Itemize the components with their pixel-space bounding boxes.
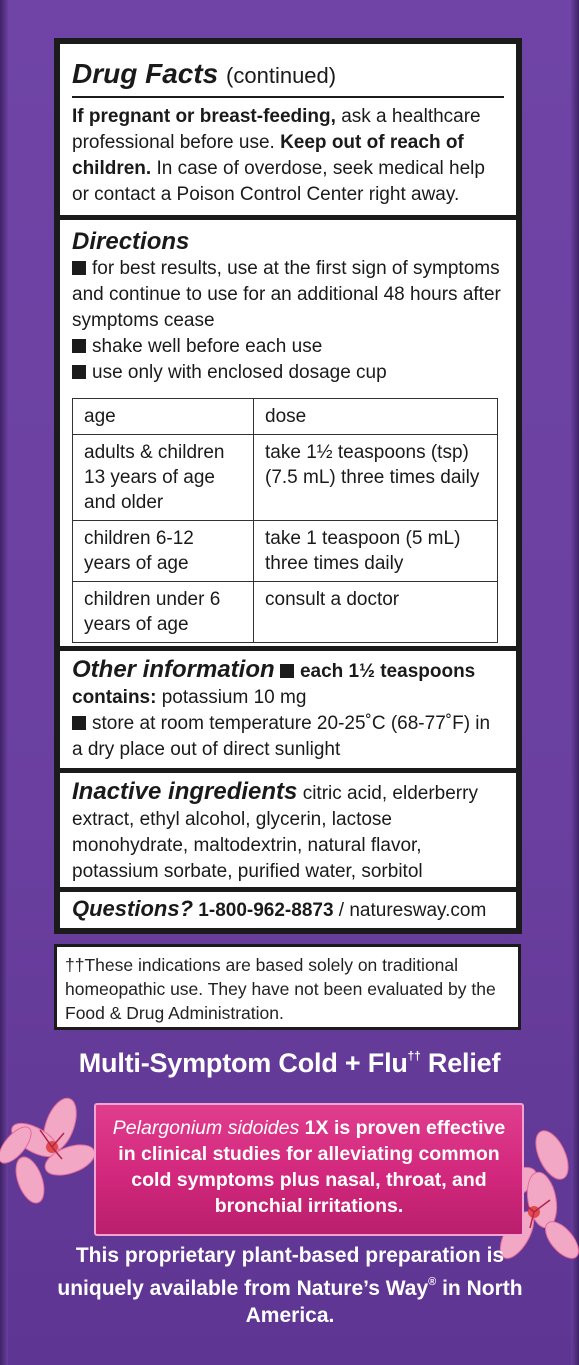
direction-item: for best results, use at the first sign of symptoms and continue to use for an additional 48 hours after symptoms cease (72, 258, 501, 331)
questions-line: Questions? 1-800-962-8873 / naturesway.com (72, 896, 487, 921)
bullet-square-icon (280, 664, 294, 678)
directions-section (60, 220, 516, 646)
phone-number: 1-800-962-8873 (198, 900, 334, 921)
direction-item: shake well before each use (72, 334, 504, 360)
table-cell: take 1 teaspoon (5 mL) three times daily (254, 521, 498, 582)
other-info-heading: Other information (72, 656, 275, 683)
availability-statement: This proprietary plant-based preparation is uniquely available from Nature’s Way® in North America. (57, 1244, 523, 1327)
table-header-row (73, 399, 498, 435)
table-cell: children under 6 years of age (73, 582, 254, 643)
directions-heading: Directions (72, 228, 190, 255)
table-cell: adults & children 13 years of age and older (73, 435, 254, 521)
warnings-section (60, 44, 516, 215)
table-cell: take 1½ teaspoons (tsp) (7.5 mL) three times daily (254, 435, 498, 521)
table-header-cell: age (73, 399, 254, 435)
table-row (73, 435, 498, 521)
drug-facts-title: Drug Facts (continued) (72, 58, 337, 89)
table-row (73, 582, 498, 643)
other-info-storage: store at room temperature 20-25˚C (68-77˚F) in a dry place out of direct sunlight (72, 713, 491, 760)
bullet-square-icon (72, 339, 86, 353)
clinical-claim-box: Pelargonium sidoides 1X is proven effective in clinical studies for alleviating common cold symptoms plus nasal, throat, and bronchial irritations. (94, 1103, 524, 1236)
direction-item: use only with enclosed dosage cup (72, 360, 504, 386)
table-header-cell: dose (254, 399, 498, 435)
inactive-ingredients-section (60, 773, 516, 887)
inactive-ingredients-text: Inactive ingredients citric acid, elderberry extract, ethyl alcohol, glycerin, lactose monohydrate, maltodextrin, natural flavor, potassium sorbate, purified water, sorbitol (72, 778, 478, 882)
bullet-square-icon (72, 261, 86, 275)
other-information-section (60, 651, 516, 768)
bullet-square-icon (72, 716, 86, 730)
other-info-text: Other information each 1½ teaspoons contains: potassium 10 mg (72, 656, 476, 708)
table-cell: consult a doctor (254, 582, 498, 643)
table-row (73, 521, 498, 582)
table-cell: children 6-12 years of age (73, 521, 254, 582)
dosage-table (72, 398, 498, 643)
questions-section (60, 892, 516, 928)
bullet-square-icon (72, 365, 86, 379)
homeopathic-disclaimer: ††These indications are based solely on traditional homeopathic use. They have not been evaluated by the Food & Drug Administration. (54, 944, 521, 1030)
questions-label: Questions? (72, 896, 194, 921)
website: naturesway.com (349, 900, 487, 921)
title-rule (72, 96, 504, 98)
inactive-heading: Inactive ingredients (72, 778, 298, 805)
product-banner: Multi-Symptom Cold + Flu†† Relief (78, 1048, 501, 1078)
warnings-text: If pregnant or breast-feeding, ask a healthcare professional before use. Keep out of reach of children. In case of overdose, seek medical help or contact a Poison Control Center right away. (72, 106, 485, 205)
drug-facts-panel (54, 38, 522, 934)
